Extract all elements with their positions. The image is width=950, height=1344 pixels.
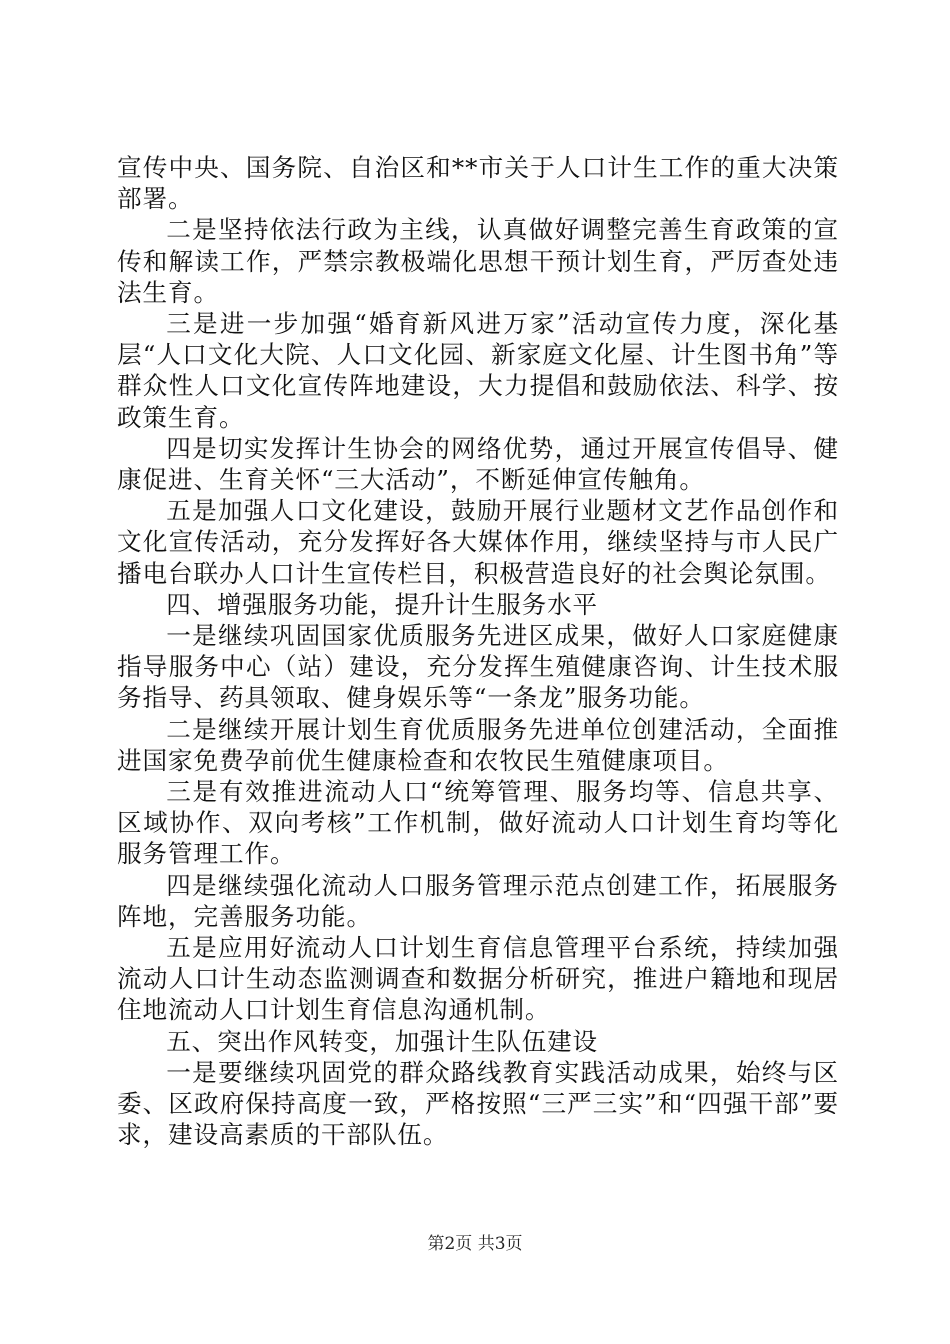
document-body xyxy=(117,152,839,1151)
paragraph-continuation: 宣传中央、国务院、自治区和**市关于人口计生工作的重大决策部署。 xyxy=(117,153,839,214)
paragraph-floating-population-mechanism: 三是有效推进流动人口“统筹管理、服务均等、信息共享、区域协作、双向考核”工作机制，做好流动人口计划生育均等化服务管理工作。 xyxy=(117,777,839,869)
page-number-footer: 第2页 共3页 xyxy=(427,1234,523,1254)
paragraph-marriage-customs: 三是进一步加强“婚育新风进万家”活动宣传力度，深化基层“人口文化大院、人口文化园、新家庭文化屋、计生图书角”等群众性人口文化宣传阵地建设，大力提倡和鼓励依法、科学、按政策生育。 xyxy=(117,309,839,432)
paragraph-quality-service: 一是继续巩固国家优质服务先进区成果，做好人口家庭健康指导服务中心（站）建设，充分发挥生殖健康咨询、计生技术服务指导、药具领取、健身娱乐等“一条龙”服务功能。 xyxy=(117,621,839,713)
paragraph-advanced-unit: 二是继续开展计划生育优质服务先进单位创建活动，全面推进国家免费孕前优生健康检查和农牧民生殖健康项目。 xyxy=(117,714,839,775)
section-heading-service-function: 四、增强服务功能，提升计生服务水平 xyxy=(166,589,598,619)
paragraph-mass-line: 一是要继续巩固党的群众路线教育实践活动成果，始终与区委、区政府保持高度一致，严格按照“三严三实”和“四强干部”要求，建设高素质的干部队伍。 xyxy=(117,1057,839,1150)
section-heading-work-style: 五、突出作风转变，加强计生队伍建设 xyxy=(166,1026,598,1056)
paragraph-population-culture: 五是加强人口文化建设，鼓励开展行业题材文艺作品创作和文化宣传活动，充分发挥好各大媒体作用，继续坚持与市人民广播电台联办人口计生宣传栏目，积极营造良好的社会舆论氛围。 xyxy=(117,496,839,588)
paragraph-family-planning-association: 四是切实发挥计生协会的网络优势，通过开展宣传倡导、健康促进、生育关怀“三大活动”，不断延伸宣传触角。 xyxy=(117,433,839,495)
paragraph-demonstration-sites: 四是继续强化流动人口服务管理示范点创建工作，拓展服务阵地，完善服务功能。 xyxy=(117,870,839,931)
paragraph-legal-administration: 二是坚持依法行政为主线，认真做好调整完善生育政策的宣传和解读工作，严禁宗教极端化思想干预计划生育，严厉查处违法生育。 xyxy=(117,215,839,307)
paragraph-information-platform: 五是应用好流动人口计划生育信息管理平台系统，持续加强流动人口计生动态监测调查和数据分析研究，推进户籍地和现居住地流动人口计划生育信息沟通机制。 xyxy=(117,933,839,1025)
